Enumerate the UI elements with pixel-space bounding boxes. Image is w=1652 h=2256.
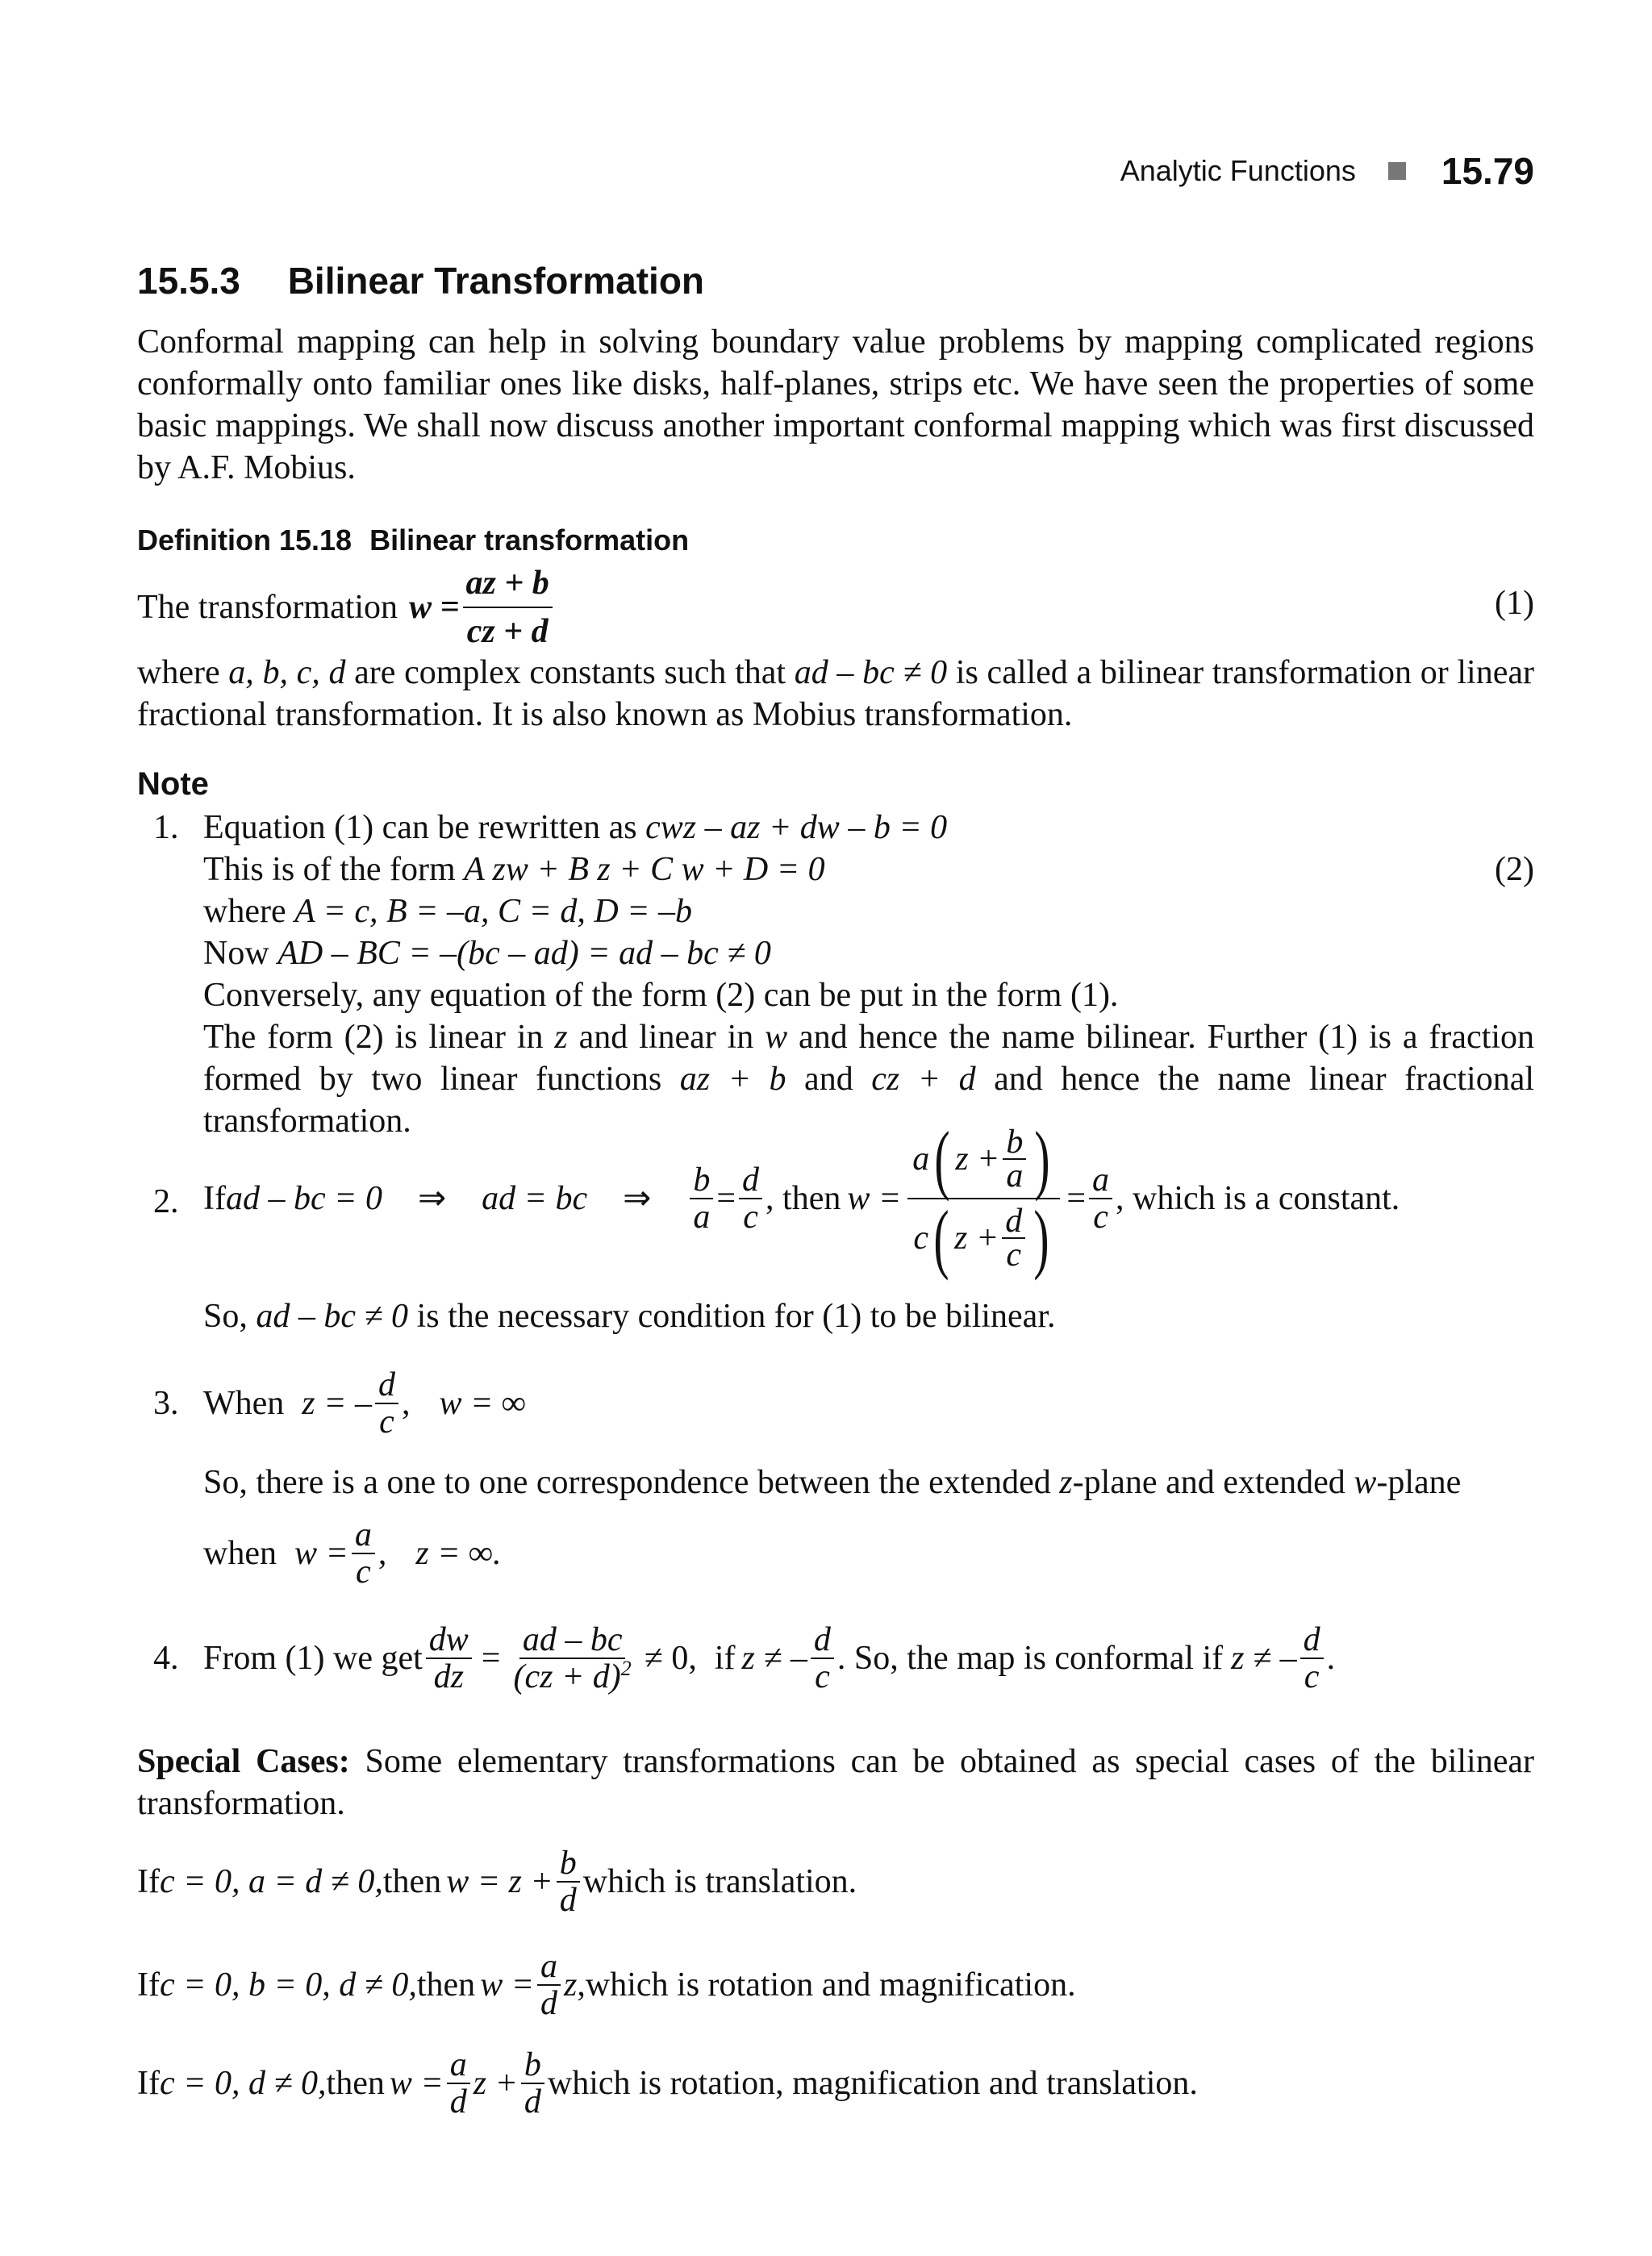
numerator: ad – bc	[519, 1622, 626, 1659]
item-2-number: 2.	[153, 1183, 179, 1220]
math: w = ∞	[439, 1385, 526, 1422]
math: A zw + B z + C w + D = 0	[464, 851, 825, 888]
item-2-formula	[203, 1110, 1400, 1287]
numerator: dw	[426, 1622, 472, 1659]
item-1-line-1	[203, 807, 1534, 849]
item-4-number: 4.	[153, 1640, 179, 1677]
fraction-a-over-c	[1089, 1162, 1112, 1235]
text: which is rotation, magnification and translation.	[547, 2065, 1198, 2102]
left-paren: (	[934, 1115, 950, 1202]
derivative-fraction	[426, 1622, 472, 1695]
section-heading	[137, 260, 704, 302]
denominator: d	[540, 1985, 558, 2022]
text: , then	[766, 1180, 841, 1217]
fraction-d-over-c	[739, 1162, 762, 1235]
left-paren: (	[933, 1195, 949, 1281]
fraction-d-over-c	[811, 1622, 834, 1695]
item-1-line-2	[203, 849, 1534, 890]
math: a	[912, 1141, 930, 1178]
fraction-denominator: cz + d	[466, 613, 549, 650]
math: ad – bc = 0	[225, 1180, 382, 1217]
denominator: c	[1006, 1236, 1022, 1274]
item-3-number: 3.	[153, 1385, 179, 1422]
special-case-3	[137, 2031, 1198, 2136]
text: then	[326, 2065, 385, 2102]
definition-fraction	[463, 560, 553, 655]
running-header	[1120, 150, 1534, 192]
math: A = c, B = –a, C = d, D = –b	[294, 893, 693, 930]
definition-lhs: w =	[409, 589, 460, 626]
math: w = z +	[446, 1863, 553, 1900]
header-square-icon	[1388, 162, 1406, 180]
numerator: a	[352, 1517, 375, 1554]
compound-fraction	[907, 1115, 1060, 1281]
text: .	[1326, 1640, 1336, 1677]
math: az + b	[679, 1061, 786, 1098]
math: ad = bc	[482, 1180, 588, 1217]
math: w =	[480, 1966, 535, 2004]
text: If	[137, 2065, 160, 2102]
denominator: a	[1006, 1157, 1024, 1195]
numerator: a	[1089, 1162, 1112, 1199]
item-1-line-4	[203, 932, 1534, 974]
text: , which is a constant.	[1116, 1180, 1400, 1217]
text: and hence the name linear fractional transformation.	[203, 1061, 1535, 1140]
math: cz + d	[871, 1061, 976, 1098]
definition-description	[137, 652, 1534, 736]
exponent: 2	[620, 1657, 632, 1680]
math: z	[564, 1966, 578, 2004]
item-4-formula	[203, 1602, 1335, 1715]
page-number: 15.79	[1441, 150, 1534, 192]
fraction-d-over-c	[375, 1367, 398, 1440]
fraction-b-over-d	[557, 1845, 580, 1918]
text: When	[203, 1385, 285, 1422]
text: If	[137, 1966, 160, 2004]
numerator: a	[447, 2047, 470, 2084]
text: is the necessary condition for (1) to be bilinear.	[408, 1298, 1056, 1335]
fraction-a-over-d	[447, 2047, 470, 2120]
item-1-number: 1.	[153, 809, 179, 846]
numerator: d	[375, 1367, 398, 1404]
math: z +	[473, 2065, 518, 2102]
denominator: c	[1093, 1199, 1108, 1236]
math: ad – bc ≠ 0	[256, 1298, 409, 1335]
denominator: d	[524, 2083, 541, 2120]
math: z ≠ –	[741, 1640, 807, 1677]
math: cwz – az + dw – b = 0	[645, 809, 948, 846]
math: ad – bc ≠ 0	[794, 654, 948, 691]
implies-symbol: ⇒	[623, 1180, 652, 1217]
text: This is of the form	[203, 851, 465, 888]
text: and linear in	[567, 1019, 766, 1056]
text: Now	[203, 935, 278, 972]
equals-sign: =	[1066, 1180, 1087, 1217]
denominator: a	[693, 1199, 711, 1236]
math: z +	[955, 1141, 1000, 1178]
denominator: c	[379, 1403, 394, 1441]
text: which is translation.	[582, 1863, 857, 1900]
special-cases-label: Special Cases:	[137, 1743, 350, 1780]
math: z	[1059, 1464, 1073, 1501]
item-3-when-formula	[203, 1497, 501, 1610]
text: If	[203, 1180, 226, 1217]
denominator: d	[559, 1882, 577, 1919]
item-1-line-5: Conversely, any equation of the form (2) can be put in the form (1).	[203, 977, 1119, 1014]
right-paren: )	[1034, 1115, 1050, 1202]
definition-label: Definition 15.18	[137, 523, 353, 557]
fraction-d-over-c	[1002, 1203, 1025, 1274]
text: where	[137, 654, 229, 691]
note-heading: Note	[137, 766, 209, 802]
numerator: d	[1300, 1622, 1324, 1659]
math: c = 0, a = d ≠ 0,	[159, 1863, 383, 1900]
math: a, b, c, d	[228, 654, 346, 691]
text: So, there is a one to one correspondence between the extended	[203, 1464, 1060, 1501]
numerator: d	[1002, 1205, 1025, 1239]
special-case-1	[137, 1829, 857, 1934]
equation-number-2: (2)	[1495, 851, 1534, 888]
denominator: c	[356, 1553, 371, 1591]
fraction-b-over-a	[1003, 1124, 1026, 1195]
special-case-2	[137, 1933, 1076, 2037]
text: and	[786, 1061, 872, 1098]
text: So,	[203, 1298, 257, 1335]
derivative-result-fraction	[510, 1622, 634, 1695]
definition-lead: The transformation	[137, 589, 398, 626]
equation-number-1: (1)	[1495, 585, 1534, 622]
denominator: c	[743, 1199, 758, 1236]
denominator	[510, 1659, 634, 1695]
special-cases-intro	[137, 1741, 1534, 1824]
equals-sign: =	[481, 1640, 501, 1677]
numerator: b	[521, 2047, 544, 2084]
text: ,which is rotation and magnification.	[577, 1966, 1076, 2004]
running-title: Analytic Functions	[1120, 154, 1356, 187]
definition-title: Bilinear transformation	[369, 523, 690, 557]
item-3-formula	[203, 1347, 526, 1460]
definition-heading	[137, 519, 689, 561]
text: If	[137, 1863, 160, 1900]
math: c	[913, 1220, 929, 1257]
math: z	[554, 1019, 568, 1056]
numerator: b	[1003, 1126, 1026, 1160]
math: w	[765, 1019, 788, 1056]
section-title: Bilinear Transformation	[287, 260, 705, 302]
math: AD – BC = –(bc – ad) = ad – bc ≠ 0	[277, 935, 771, 972]
denominator: c	[1304, 1658, 1320, 1695]
text: where	[203, 893, 295, 930]
math: w	[1354, 1464, 1377, 1501]
implies-symbol: ⇒	[417, 1180, 447, 1217]
fraction-numerator: az + b	[463, 560, 553, 608]
fraction-b-over-d	[521, 2047, 544, 2120]
math: w =	[389, 2065, 444, 2102]
math: ≠ 0,	[644, 1640, 697, 1677]
text: and hence the name bilinear. Further (1) is a fraction formed by two linear functions	[203, 1019, 1534, 1098]
comma: ,	[378, 1535, 387, 1572]
text: are complex constants such that	[345, 654, 795, 691]
denominator: dz	[433, 1658, 464, 1695]
math: z = –	[302, 1385, 372, 1422]
compound-denominator	[908, 1195, 1059, 1281]
math: c = 0, d ≠ 0,	[159, 2065, 327, 2102]
math: w =	[847, 1180, 902, 1217]
text: -plane and extended	[1072, 1464, 1354, 1501]
math: w =	[294, 1535, 348, 1572]
fraction-a-over-d	[537, 1949, 561, 2021]
comma: ,	[401, 1385, 411, 1422]
definition-formula	[137, 560, 556, 655]
text: . So, the map is conformal if	[836, 1640, 1224, 1677]
math: (cz + d)	[513, 1658, 621, 1695]
text: The form (2) is linear in	[203, 1019, 555, 1056]
fraction-a-over-c	[352, 1517, 375, 1590]
right-paren: )	[1033, 1195, 1049, 1281]
math: c = 0, b = 0, d ≠ 0,	[159, 1966, 417, 2004]
numerator: b	[557, 1845, 580, 1883]
numerator: d	[739, 1162, 762, 1199]
text: then	[382, 1863, 442, 1900]
item-2-conclusion	[203, 1295, 1534, 1337]
math: z = ∞.	[415, 1535, 502, 1572]
item-1-line-3	[203, 890, 1534, 932]
text: Some elementary transformations can be obtained as special cases of the bilinear transformation.	[137, 1743, 1534, 1822]
section-number: 15.5.3	[137, 260, 240, 302]
section-intro: Conformal mapping can help in solving boundary value problems by mapping complicated regions conformally onto familiar ones like disks, half-planes, strips etc. We have seen the properties of some basic mappings. We shall now discuss another important conformal mapping which was first discussed by A.F. Mobius.	[137, 323, 1534, 486]
text: is called a bilinear transformation or linear fractional transformation. It is also known as Mobius transformation.	[137, 654, 1534, 733]
equals-sign: =	[716, 1180, 736, 1217]
numerator: b	[690, 1162, 713, 1199]
text: Equation (1) can be rewritten as	[203, 809, 646, 846]
text: -plane	[1376, 1464, 1462, 1501]
math: z ≠ –	[1231, 1640, 1297, 1677]
compound-numerator	[907, 1115, 1060, 1202]
denominator: d	[449, 2083, 467, 2120]
text: if	[714, 1640, 736, 1677]
fraction-d-over-c	[1300, 1622, 1324, 1695]
math: z +	[954, 1220, 999, 1257]
text: From (1) we get	[203, 1640, 423, 1677]
numerator: d	[811, 1622, 834, 1659]
text: then	[416, 1966, 476, 2004]
fraction-b-over-a	[690, 1162, 713, 1235]
numerator: a	[537, 1949, 561, 1986]
denominator: c	[815, 1658, 830, 1695]
text: when	[203, 1535, 277, 1572]
